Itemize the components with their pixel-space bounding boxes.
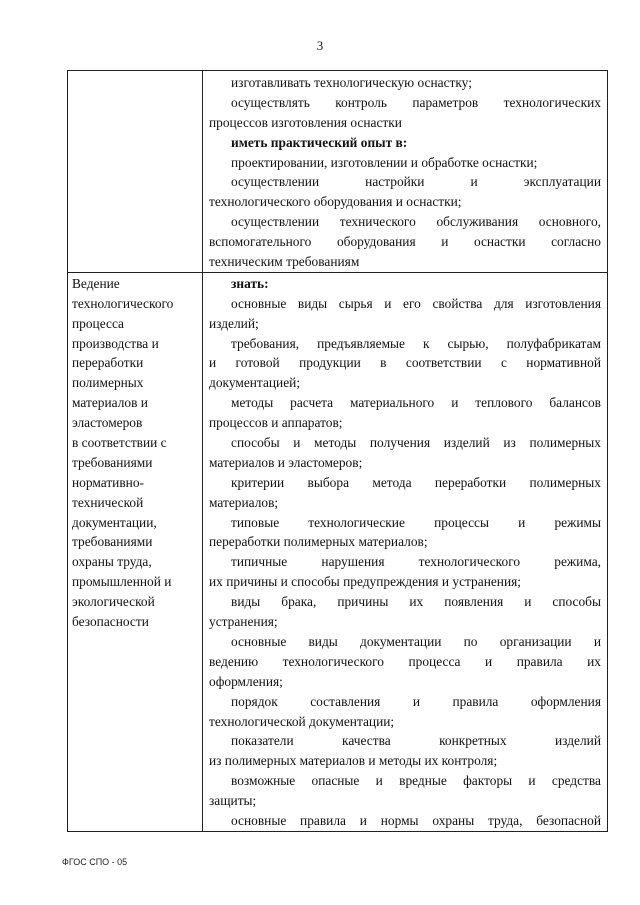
- table-cell-requirements: [203, 71, 608, 273]
- text-line: основные правила и нормы охраны труда, безопасной: [231, 812, 601, 828]
- text-line: документацией;: [209, 375, 301, 391]
- text-line: требованиями: [72, 534, 153, 550]
- text-line: переработки полимерных материалов;: [209, 534, 428, 550]
- text-line: экологической: [72, 594, 155, 610]
- footer-code: ФГОС СПО - 05: [62, 857, 128, 867]
- text-line: технической: [72, 494, 144, 510]
- text-line: изделий;: [209, 315, 259, 331]
- section-heading: знать:: [231, 275, 269, 291]
- text-line: материалов и: [72, 395, 148, 411]
- text-line: оформления;: [209, 673, 283, 689]
- text-line: возможные опасные и вредные факторы и средства: [231, 773, 601, 789]
- text-line: требования, предъявляемые к сырью, полуфабрикатам: [231, 335, 601, 351]
- text-line: полимерных: [72, 375, 144, 391]
- text-line: технологического оборудования и оснастки;: [209, 194, 462, 210]
- text-line: осуществлении настройки и эксплуатации: [231, 174, 601, 190]
- text-line: показатели качества конкретных изделий: [231, 733, 601, 749]
- standards-table: [67, 70, 608, 832]
- text-line: проектировании, изготовлении и обработке оснастки;: [231, 154, 538, 170]
- text-line: осуществлении технического обслуживания основного,: [231, 214, 601, 230]
- text-line: ведению технологического процесса и правила их: [209, 653, 601, 669]
- page-number: 3: [316, 38, 324, 53]
- table-cell-activity: [68, 272, 203, 831]
- text-line: устранения;: [209, 614, 278, 630]
- text-line: и готовой продукции в соответствии с нормативной: [209, 355, 601, 371]
- text-line: их причины и способы предупреждения и устранения;: [209, 574, 522, 590]
- table-row: [68, 71, 608, 273]
- text-line: переработки: [72, 355, 144, 371]
- text-line: типичные нарушения технологического режима,: [231, 554, 601, 570]
- text-line: защиты;: [209, 793, 257, 809]
- text-line: Ведение: [72, 275, 120, 291]
- text-line: материалов;: [209, 494, 279, 510]
- text-line: процесса: [72, 315, 124, 331]
- text-line: порядок составления и правила оформления: [231, 693, 601, 709]
- text-line: производства и: [72, 335, 159, 351]
- activity-text-block: [72, 274, 198, 632]
- text-line: основные виды сырья и его свойства для изготовления: [231, 295, 601, 311]
- text-line: процессов изготовления оснастки: [209, 114, 402, 130]
- text-line: в соответствии с: [72, 435, 167, 451]
- text-line: техническим требованиям: [209, 254, 360, 270]
- table-row: [68, 272, 608, 831]
- text-line: изготавливать технологическую оснастку;: [231, 75, 472, 90]
- text-line: методы расчета материального и теплового балансов: [231, 395, 601, 411]
- requirements-text-block: [209, 274, 601, 831]
- text-line: вспомогательного оборудования и оснастки согласно: [209, 234, 601, 250]
- text-line: технологического: [72, 295, 174, 311]
- text-line: технологической документации;: [209, 713, 395, 729]
- section-heading: иметь практический опыт в:: [231, 134, 408, 150]
- table-cell-activity-empty: [68, 71, 203, 273]
- text-line: способы и методы получения изделий из полимерных: [231, 435, 601, 451]
- text-line: материалов и эластомеров;: [209, 454, 363, 470]
- table-cell-requirements: [203, 272, 608, 831]
- text-line: охраны труда,: [72, 554, 152, 570]
- text-line: из полимерных материалов и методы их контроля;: [209, 753, 498, 769]
- requirements-text-block: [209, 73, 601, 272]
- text-line: документации,: [72, 514, 157, 530]
- text-line: нормативно-: [72, 474, 144, 490]
- text-line: процессов и аппаратов;: [209, 415, 343, 431]
- text-line: безопасности: [72, 614, 149, 630]
- text-line: основные виды документации по организации и: [231, 633, 601, 649]
- text-line: требованиями: [72, 454, 153, 470]
- text-line: виды брака, причины их появления и способы: [231, 594, 601, 610]
- text-line: эластомеров: [72, 415, 143, 431]
- text-line: промышленной и: [72, 574, 172, 590]
- text-line: критерии выбора метода переработки полимерных: [231, 474, 601, 490]
- text-line: типовые технологические процессы и режимы: [231, 514, 601, 530]
- text-line: осуществлять контроль параметров технологических: [231, 94, 601, 110]
